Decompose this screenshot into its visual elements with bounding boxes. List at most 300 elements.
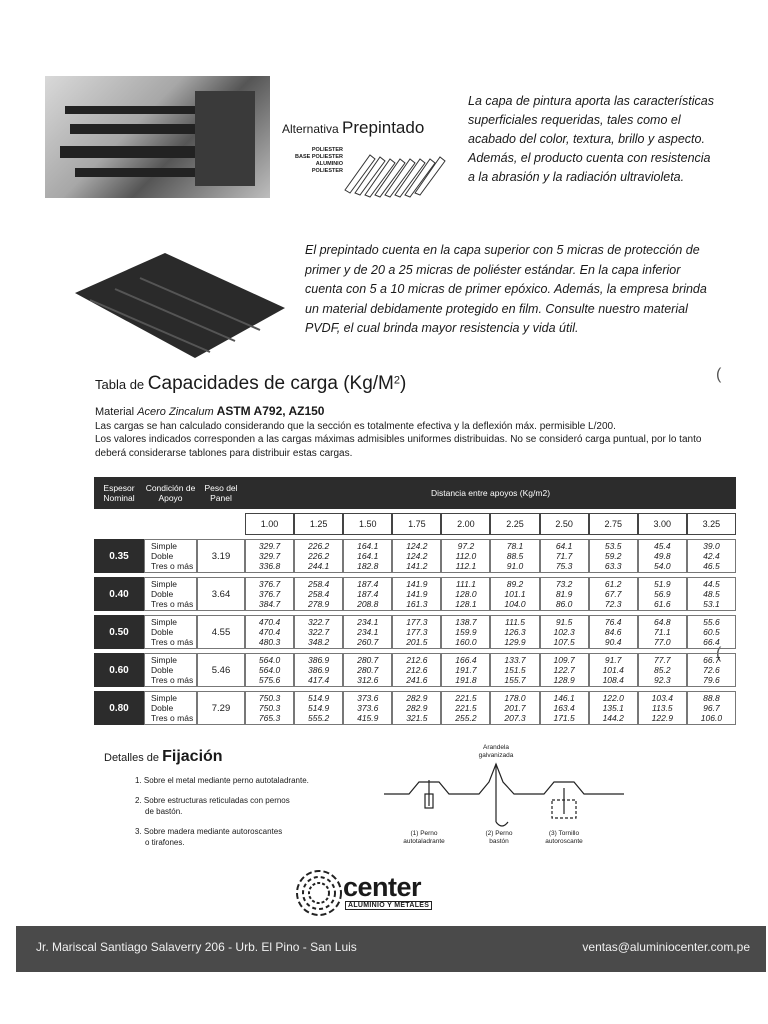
fixing-item bbox=[135, 775, 375, 786]
value-line: 329.7 bbox=[258, 541, 281, 551]
value-line: 187.4 bbox=[357, 579, 379, 589]
value-line: 201.5 bbox=[406, 637, 428, 647]
value-line: 129.9 bbox=[504, 637, 526, 647]
condition-label: Simple bbox=[151, 617, 177, 627]
value-line: 81.9 bbox=[555, 589, 573, 599]
value-cell bbox=[441, 577, 490, 611]
value-line: 258.4 bbox=[308, 589, 330, 599]
header-peso: Peso del Panel bbox=[197, 477, 245, 509]
table-title-prefix: Tabla de bbox=[95, 377, 145, 392]
header-distancia: Distancia entre apoyos (Kg/m2) bbox=[245, 477, 736, 509]
value-line: 96.7 bbox=[703, 703, 720, 713]
value-line: 159.9 bbox=[455, 627, 477, 637]
value-cell bbox=[687, 615, 736, 649]
fixing-item-text: de bastón. bbox=[145, 807, 183, 816]
value-line: 97.2 bbox=[457, 541, 475, 551]
table-row bbox=[94, 577, 736, 611]
value-cell bbox=[294, 615, 343, 649]
table-row bbox=[94, 539, 736, 573]
layer-label: ALUMINIO bbox=[315, 161, 343, 167]
value-line: 128.1 bbox=[455, 599, 477, 609]
condition-label: Tres o más bbox=[151, 637, 194, 647]
table-title bbox=[95, 373, 406, 395]
value-line: 71.7 bbox=[555, 551, 573, 561]
value-line: 336.8 bbox=[258, 561, 281, 571]
value-cell bbox=[687, 539, 736, 573]
value-line: 122.0 bbox=[602, 693, 624, 703]
condition-cell bbox=[144, 615, 197, 649]
material-line bbox=[95, 404, 324, 418]
value-line: 321.5 bbox=[406, 713, 428, 723]
header-blank bbox=[144, 513, 197, 535]
fixing-diagram bbox=[384, 744, 624, 854]
value-cell bbox=[540, 691, 589, 725]
condition-label: Doble bbox=[151, 627, 174, 637]
layer-diagram bbox=[340, 145, 460, 200]
value-line: 84.6 bbox=[604, 627, 622, 637]
distance-tick: 2.00 bbox=[441, 513, 490, 535]
value-cell bbox=[441, 691, 490, 725]
value-line: 282.9 bbox=[406, 703, 428, 713]
value-line: 280.7 bbox=[357, 655, 379, 665]
value-line: 373.6 bbox=[357, 693, 379, 703]
peso-cell: 5.46 bbox=[197, 653, 245, 687]
value-cell bbox=[441, 615, 490, 649]
value-line: 76.4 bbox=[604, 617, 622, 627]
value-line: 111.5 bbox=[505, 617, 526, 627]
table-notes bbox=[95, 420, 725, 460]
value-cell bbox=[589, 653, 638, 687]
value-cell bbox=[245, 653, 294, 687]
value-line: 187.4 bbox=[357, 589, 379, 599]
condition-label: Tres o más bbox=[151, 561, 194, 571]
value-line: 141.9 bbox=[406, 589, 428, 599]
value-cell bbox=[294, 653, 343, 687]
value-line: 750.3 bbox=[258, 693, 281, 703]
table-title-main: Capacidades de carga (Kg/M bbox=[147, 373, 394, 394]
value-line: 160.0 bbox=[455, 637, 477, 647]
value-cell bbox=[589, 539, 638, 573]
value-line: 171.5 bbox=[553, 713, 575, 723]
value-line: 244.1 bbox=[308, 561, 330, 571]
value-line: 221.5 bbox=[455, 693, 477, 703]
fixing-item-text: 1. Sobre el metal mediante perno autotaladrante. bbox=[135, 776, 309, 785]
fixing-title-main: Fijación bbox=[162, 748, 223, 765]
value-line: 177.3 bbox=[406, 627, 428, 637]
peso-cell: 3.64 bbox=[197, 577, 245, 611]
value-line: 86.0 bbox=[555, 599, 573, 609]
value-line: 163.4 bbox=[553, 703, 575, 713]
distance-tick: 1.00 bbox=[245, 513, 294, 535]
value-line: 255.2 bbox=[455, 713, 477, 723]
material-standard: ASTM A792, AZ150 bbox=[216, 404, 325, 418]
value-line: 106.0 bbox=[700, 713, 723, 723]
table-row bbox=[94, 615, 736, 649]
value-line: 56.9 bbox=[654, 589, 671, 599]
value-line: 133.7 bbox=[504, 655, 526, 665]
espesor-cell: 0.60 bbox=[94, 653, 144, 687]
value-line: 63.3 bbox=[604, 561, 622, 571]
value-cell bbox=[589, 615, 638, 649]
value-line: 53.1 bbox=[703, 599, 720, 609]
value-line: 72.6 bbox=[703, 665, 720, 675]
condition-cell bbox=[144, 577, 197, 611]
value-line: 384.7 bbox=[258, 599, 281, 609]
espesor-cell: 0.35 bbox=[94, 539, 144, 573]
value-line: 144.2 bbox=[602, 713, 624, 723]
layer-label: BASE POLIESTER bbox=[295, 154, 343, 160]
value-cell bbox=[441, 539, 490, 573]
distance-tick: 2.25 bbox=[490, 513, 539, 535]
value-cell bbox=[392, 577, 441, 611]
value-line: 39.0 bbox=[703, 541, 720, 551]
value-cell bbox=[294, 539, 343, 573]
value-line: 54.0 bbox=[654, 561, 671, 571]
logo-name: center bbox=[343, 872, 422, 902]
value-line: 126.3 bbox=[504, 627, 526, 637]
value-line: 575.6 bbox=[258, 675, 281, 685]
logo-sub: ALUMINIO Y METALES bbox=[345, 901, 432, 910]
value-cell bbox=[245, 615, 294, 649]
value-line: 212.6 bbox=[406, 655, 428, 665]
fixing-item bbox=[135, 795, 375, 817]
value-line: 135.1 bbox=[602, 703, 624, 713]
value-line: 92.3 bbox=[654, 675, 671, 685]
fixing-item-text: 2. Sobre estructuras reticuladas con pernos bbox=[135, 796, 290, 805]
table-row bbox=[94, 653, 736, 687]
value-line: 278.9 bbox=[308, 599, 330, 609]
alt-prefix: Alternativa bbox=[282, 122, 339, 136]
value-cell bbox=[343, 691, 392, 725]
logo-mark bbox=[294, 868, 344, 918]
roof-panel-image bbox=[70, 248, 290, 363]
distance-tick: 3.25 bbox=[687, 513, 736, 535]
fig-label-line: (1) Perno bbox=[410, 830, 438, 837]
value-cell bbox=[343, 539, 392, 573]
value-line: 66.4 bbox=[703, 637, 720, 647]
distance-tick: 1.25 bbox=[294, 513, 343, 535]
value-cell bbox=[441, 653, 490, 687]
value-cell bbox=[245, 691, 294, 725]
value-line: 59.2 bbox=[604, 551, 622, 561]
espesor-cell: 0.50 bbox=[94, 615, 144, 649]
footer-email[interactable]: ventas@aluminiocenter.com.pe bbox=[582, 940, 750, 954]
washer-label-line: galvanizada bbox=[478, 751, 514, 759]
layer-labels bbox=[283, 147, 343, 175]
value-line: 73.2 bbox=[555, 579, 573, 589]
value-line: 108.4 bbox=[602, 675, 624, 685]
value-cell bbox=[687, 577, 736, 611]
value-line: 77.0 bbox=[654, 637, 671, 647]
value-line: 191.7 bbox=[455, 665, 477, 675]
value-line: 226.2 bbox=[308, 541, 330, 551]
value-cell bbox=[638, 615, 687, 649]
value-line: 101.4 bbox=[602, 665, 624, 675]
value-line: 765.3 bbox=[258, 713, 281, 723]
value-line: 124.2 bbox=[406, 541, 428, 551]
value-line: 191.8 bbox=[455, 675, 477, 685]
value-cell bbox=[490, 653, 539, 687]
value-line: 102.3 bbox=[553, 627, 575, 637]
value-line: 329.7 bbox=[258, 551, 281, 561]
value-line: 55.6 bbox=[703, 617, 720, 627]
value-line: 104.0 bbox=[504, 599, 526, 609]
table-title-suffix: ) bbox=[400, 373, 407, 394]
value-line: 141.9 bbox=[406, 579, 428, 589]
intro-paragraph-2: El prepintado cuenta en la capa superior con 5 micras de protección de primer y de 20 a 25 micras de poliéster estándar. En la capa inferior cuenta con 5 a 10 micras de primer epóxico. Además, la empresa brinda un material debidamente protegido en film. Consulte nuestro material PVDF, el cual brinda mayor resistencia y vida útil. bbox=[305, 243, 707, 335]
building-photo bbox=[45, 76, 270, 198]
value-line: 212.6 bbox=[406, 665, 428, 675]
value-line: 51.9 bbox=[654, 579, 671, 589]
value-line: 61.6 bbox=[654, 599, 671, 609]
margin-mark: ( bbox=[716, 645, 722, 662]
material-name: Acero Zincalum bbox=[137, 406, 214, 418]
table-note: Los valores indicados corresponden a las cargas máximas admisibles uniformes distribuidas. No se consideró carga puntual, por lo tanto deberá considerarse tablones para distribuir estas cargas. bbox=[95, 434, 702, 459]
value-line: 122.9 bbox=[651, 713, 673, 723]
value-line: 201.7 bbox=[504, 703, 526, 713]
value-line: 72.3 bbox=[604, 599, 622, 609]
distance-tick: 2.75 bbox=[589, 513, 638, 535]
value-line: 111.1 bbox=[455, 579, 476, 589]
value-cell bbox=[245, 577, 294, 611]
value-line: 241.6 bbox=[406, 675, 428, 685]
table-row bbox=[94, 691, 736, 725]
condition-label: Tres o más bbox=[151, 675, 194, 685]
value-line: 348.2 bbox=[308, 637, 330, 647]
value-line: 322.7 bbox=[308, 627, 330, 637]
value-line: 64.8 bbox=[654, 617, 671, 627]
value-line: 128.9 bbox=[553, 675, 575, 685]
value-line: 49.8 bbox=[654, 551, 671, 561]
condition-cell bbox=[144, 539, 197, 573]
value-cell bbox=[589, 691, 638, 725]
value-line: 415.9 bbox=[357, 713, 379, 723]
fig-label-line: autoroscante bbox=[545, 837, 583, 845]
value-line: 480.3 bbox=[258, 637, 281, 647]
espesor-cell: 0.80 bbox=[94, 691, 144, 725]
value-line: 107.5 bbox=[553, 637, 575, 647]
condition-label: Simple bbox=[151, 541, 177, 551]
washer-label-line: Arandela bbox=[482, 744, 510, 751]
value-line: 64.1 bbox=[555, 541, 573, 551]
header-condicion: Condición de Apoyo bbox=[144, 477, 197, 509]
value-line: 45.4 bbox=[654, 541, 671, 551]
value-line: 67.7 bbox=[604, 589, 622, 599]
value-line: 161.3 bbox=[406, 599, 428, 609]
value-line: 75.3 bbox=[555, 561, 573, 571]
value-line: 564.0 bbox=[258, 665, 281, 675]
condition-label: Doble bbox=[151, 589, 174, 599]
value-line: 85.2 bbox=[654, 665, 671, 675]
value-line: 312.6 bbox=[357, 675, 379, 685]
value-line: 60.5 bbox=[703, 627, 720, 637]
value-line: 166.4 bbox=[455, 655, 477, 665]
fixing-list bbox=[135, 775, 375, 857]
value-line: 42.4 bbox=[703, 551, 720, 561]
value-cell bbox=[540, 653, 589, 687]
condition-label: Simple bbox=[151, 579, 177, 589]
condition-cell bbox=[144, 691, 197, 725]
value-cell bbox=[638, 653, 687, 687]
distance-tick: 1.75 bbox=[392, 513, 441, 535]
value-cell bbox=[343, 653, 392, 687]
distance-tick: 3.00 bbox=[638, 513, 687, 535]
fixing-item-text: 3. Sobre madera mediante autoroscantes bbox=[135, 827, 283, 836]
condition-label: Tres o más bbox=[151, 599, 194, 609]
condition-label: Tres o más bbox=[151, 713, 194, 723]
fig-label-line: bastón bbox=[489, 837, 509, 845]
value-line: 207.3 bbox=[504, 713, 526, 723]
condition-label: Simple bbox=[151, 693, 177, 703]
fixing-title bbox=[104, 748, 223, 766]
value-cell bbox=[245, 539, 294, 573]
value-line: 146.1 bbox=[553, 693, 575, 703]
value-cell bbox=[294, 577, 343, 611]
value-line: 122.7 bbox=[553, 665, 575, 675]
value-line: 155.7 bbox=[504, 675, 526, 685]
value-line: 164.1 bbox=[357, 541, 379, 551]
fig-label-line: (2) Perno bbox=[485, 830, 513, 837]
header-mm: mm bbox=[94, 513, 144, 535]
value-line: 514.9 bbox=[308, 693, 330, 703]
fig-label bbox=[474, 830, 524, 845]
value-cell bbox=[638, 577, 687, 611]
value-line: 178.0 bbox=[504, 693, 526, 703]
table-note: Las cargas se han calculado considerando que la sección es totalmente efectiva y la deflexión máx. permisible L/200. bbox=[95, 421, 616, 432]
value-line: 258.4 bbox=[308, 579, 330, 589]
value-line: 91.7 bbox=[604, 655, 622, 665]
value-line: 564.0 bbox=[258, 655, 281, 665]
value-line: 61.2 bbox=[604, 579, 622, 589]
value-cell bbox=[343, 615, 392, 649]
material-label: Material bbox=[95, 406, 135, 418]
value-cell bbox=[540, 615, 589, 649]
value-line: 208.8 bbox=[357, 599, 379, 609]
table-title-sup: 2 bbox=[393, 374, 400, 387]
fig-label-line: (3) Tornillo bbox=[548, 830, 580, 837]
value-line: 91.0 bbox=[506, 561, 524, 571]
value-cell bbox=[343, 577, 392, 611]
value-line: 386.9 bbox=[308, 665, 330, 675]
fig-label bbox=[534, 830, 594, 845]
condition-label: Doble bbox=[151, 703, 174, 713]
value-line: 46.5 bbox=[703, 561, 720, 571]
value-line: 221.5 bbox=[455, 703, 477, 713]
value-cell bbox=[687, 691, 736, 725]
espesor-cell: 0.40 bbox=[94, 577, 144, 611]
value-line: 77.7 bbox=[654, 655, 671, 665]
alt-title-strong: Prepintado bbox=[342, 118, 425, 137]
header-espesor: Espesor Nominal bbox=[94, 477, 144, 509]
value-cell bbox=[638, 691, 687, 725]
value-line: 234.1 bbox=[357, 617, 379, 627]
value-line: 151.5 bbox=[504, 665, 526, 675]
margin-mark: ( bbox=[716, 366, 722, 383]
fixing-item bbox=[135, 826, 375, 848]
value-line: 514.9 bbox=[308, 703, 330, 713]
value-line: 78.1 bbox=[506, 541, 524, 551]
value-line: 71.1 bbox=[654, 627, 671, 637]
footer-bar bbox=[16, 926, 766, 972]
layer-label: POLIESTER bbox=[311, 147, 343, 153]
value-line: 103.4 bbox=[651, 693, 673, 703]
value-cell bbox=[490, 615, 539, 649]
value-line: 373.6 bbox=[357, 703, 379, 713]
value-line: 555.2 bbox=[308, 713, 330, 723]
value-line: 260.7 bbox=[357, 637, 379, 647]
value-cell bbox=[540, 577, 589, 611]
peso-cell: 3.19 bbox=[197, 539, 245, 573]
value-line: 112.0 bbox=[455, 551, 477, 561]
value-line: 226.2 bbox=[308, 551, 330, 561]
peso-cell: 7.29 bbox=[197, 691, 245, 725]
value-cell bbox=[490, 539, 539, 573]
value-line: 113.5 bbox=[651, 703, 673, 713]
condition-label: Doble bbox=[151, 551, 174, 561]
condition-label: Simple bbox=[151, 655, 177, 665]
condition-label: Doble bbox=[151, 665, 174, 675]
value-line: 386.9 bbox=[308, 655, 330, 665]
value-cell bbox=[589, 577, 638, 611]
condition-cell bbox=[144, 653, 197, 687]
table-subheader-row bbox=[94, 513, 736, 535]
fixing-item-text: o tirafones. bbox=[145, 838, 185, 847]
fixing-title-prefix: Detalles de bbox=[104, 752, 160, 764]
value-cell bbox=[687, 653, 736, 687]
value-cell bbox=[392, 615, 441, 649]
value-line: 141.2 bbox=[406, 561, 428, 571]
intro-paragraph-1: La capa de pintura aporta las características superficiales requeridas, tales como el acabado del color, textura, brillo y aspecto. Además, el producto cuenta con resistencia a la abrasión y la radiación ultravioleta. bbox=[468, 94, 714, 184]
value-line: 91.5 bbox=[555, 617, 573, 627]
value-line: 376.7 bbox=[258, 579, 281, 589]
value-line: 88.5 bbox=[506, 551, 524, 561]
value-line: 376.7 bbox=[258, 589, 281, 599]
value-cell bbox=[294, 691, 343, 725]
value-line: 79.6 bbox=[703, 675, 720, 685]
value-line: 182.8 bbox=[357, 561, 379, 571]
table-header-row bbox=[94, 477, 736, 509]
value-cell bbox=[490, 577, 539, 611]
value-line: 138.7 bbox=[455, 617, 477, 627]
value-line: 88.8 bbox=[703, 693, 720, 703]
value-line: 101.1 bbox=[504, 589, 526, 599]
value-line: 177.3 bbox=[406, 617, 428, 627]
value-line: 112.1 bbox=[455, 561, 477, 571]
value-cell bbox=[638, 539, 687, 573]
peso-cell: 4.55 bbox=[197, 615, 245, 649]
distance-tick: 1.50 bbox=[343, 513, 392, 535]
value-line: 128.0 bbox=[455, 589, 477, 599]
value-line: 89.2 bbox=[506, 579, 524, 589]
value-line: 109.7 bbox=[553, 655, 575, 665]
value-line: 44.5 bbox=[703, 579, 720, 589]
value-line: 124.2 bbox=[406, 551, 428, 561]
value-line: 470.4 bbox=[258, 627, 281, 637]
distance-tick: 2.50 bbox=[540, 513, 589, 535]
value-line: 417.4 bbox=[308, 675, 330, 685]
fig-label-line: autotaladrante bbox=[403, 837, 445, 845]
fig-label bbox=[394, 830, 454, 845]
value-line: 48.5 bbox=[703, 589, 720, 599]
value-line: 280.7 bbox=[357, 665, 379, 675]
footer-address: Jr. Mariscal Santiago Salaverry 206 - Urb. El Pino - San Luis bbox=[36, 940, 357, 954]
value-cell bbox=[490, 691, 539, 725]
value-line: 164.1 bbox=[357, 551, 379, 561]
value-line: 470.4 bbox=[258, 617, 281, 627]
value-line: 282.9 bbox=[406, 693, 428, 703]
layer-label: POLIESTER bbox=[311, 168, 343, 174]
value-line: 66.7 bbox=[703, 655, 720, 665]
